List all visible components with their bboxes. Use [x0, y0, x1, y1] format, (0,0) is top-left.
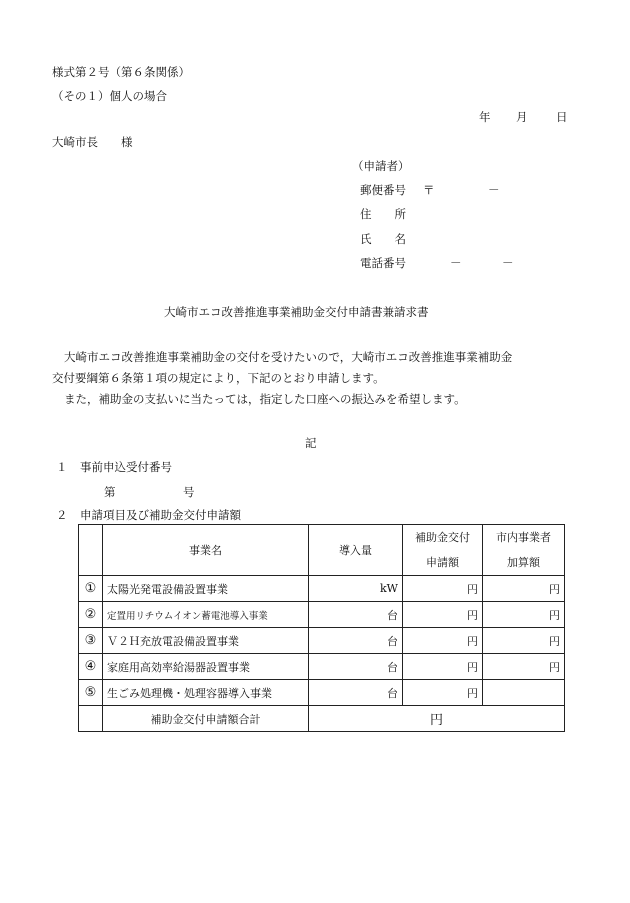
row-number: ②	[79, 602, 103, 628]
header-blank-cell	[79, 525, 103, 576]
header-subsidy-line1: 補助金交付	[415, 531, 470, 544]
header-local-line2: 加算額	[507, 556, 540, 569]
ki-mark: 記	[305, 436, 317, 450]
date-day: 日	[556, 110, 568, 124]
header-subsidy-line2: 申請額	[426, 556, 459, 569]
row-local-yen: 円	[483, 602, 565, 628]
phone-dash-1: －	[450, 256, 462, 270]
row-subsidy-yen: 円	[403, 680, 483, 706]
table-row	[79, 602, 565, 628]
row-project-name: Ｖ２Ｈ充放電設備設置事業	[103, 628, 309, 654]
table-row	[79, 576, 565, 602]
section1-heading: 事前申込受付番号	[80, 460, 172, 474]
body-line-2: 交付要綱第６条第１項の規定により，下記のとおり申請します。	[52, 371, 385, 385]
row-project-name: 定置用リチウムイオン蓄電池導入事業	[103, 602, 309, 628]
form-case-line: （その１）個人の場合	[52, 89, 167, 103]
row-subsidy-yen: 円	[403, 654, 483, 680]
row-project-name: 家庭用高効率給湯器設置事業	[103, 654, 309, 680]
row-number: ①	[79, 576, 103, 602]
section1-go: 号	[183, 485, 195, 499]
row-local-yen: 円	[483, 576, 565, 602]
header-local	[483, 525, 565, 576]
table-header-row	[79, 525, 565, 576]
row-project-name: 太陽光発電設備設置事業	[103, 576, 309, 602]
header-project: 事業名	[103, 525, 309, 576]
applicant-heading: （申請者）	[352, 159, 410, 173]
phone-label: 電話番号	[360, 256, 406, 270]
postal-dash: －	[488, 183, 500, 197]
name-label: 氏 名	[360, 232, 406, 246]
total-yen: 円	[309, 706, 565, 732]
date-month: 月	[516, 110, 528, 124]
postal-mark: 〒	[423, 183, 435, 197]
total-label: 補助金交付申請額合計	[103, 706, 309, 732]
header-subsidy	[403, 525, 483, 576]
row-number: ⑤	[79, 680, 103, 706]
row-project-name: 生ごみ処理機・処理容器導入事業	[103, 680, 309, 706]
row-local-yen: 円	[483, 628, 565, 654]
addressee: 大崎市長 様	[52, 135, 133, 149]
section2-number: ２	[56, 508, 68, 522]
row-number: ④	[79, 654, 103, 680]
row-subsidy-yen: 円	[403, 602, 483, 628]
row-number: ③	[79, 628, 103, 654]
row-unit: 台	[309, 654, 403, 680]
header-local-line1: 市内事業者	[496, 531, 551, 544]
form-style-line: 様式第２号（第６条関係）	[52, 65, 190, 79]
subsidy-table	[78, 524, 565, 732]
table-total-row	[79, 706, 565, 732]
document-title: 大崎市エコ改善推進事業補助金交付申請書兼請求書	[164, 305, 429, 319]
row-subsidy-yen: 円	[403, 628, 483, 654]
row-local-yen: 円	[483, 654, 565, 680]
row-unit: 台	[309, 628, 403, 654]
row-unit: 台	[309, 680, 403, 706]
date-year: 年	[479, 110, 491, 124]
body-line-1: 大崎市エコ改善推進事業補助金の交付を受けたいので，大崎市エコ改善推進事業補助金	[64, 350, 513, 364]
section1-dai: 第	[104, 485, 116, 499]
address-label: 住 所	[360, 207, 406, 221]
body-line-3: また，補助金の支払いに当たっては，指定した口座への振込みを希望します。	[64, 392, 466, 406]
row-local-yen	[483, 680, 565, 706]
table-row	[79, 680, 565, 706]
phone-dash-2: －	[502, 256, 514, 270]
total-blank-cell	[79, 706, 103, 732]
row-subsidy-yen: 円	[403, 576, 483, 602]
table-row	[79, 654, 565, 680]
table-row	[79, 628, 565, 654]
section2-heading: 申請項目及び補助金交付申請額	[80, 508, 241, 522]
row-unit: 台	[309, 602, 403, 628]
row-unit: kW	[309, 576, 403, 602]
postal-label: 郵便番号	[360, 183, 406, 197]
header-quantity: 導入量	[309, 525, 403, 576]
section1-number: １	[56, 460, 68, 474]
